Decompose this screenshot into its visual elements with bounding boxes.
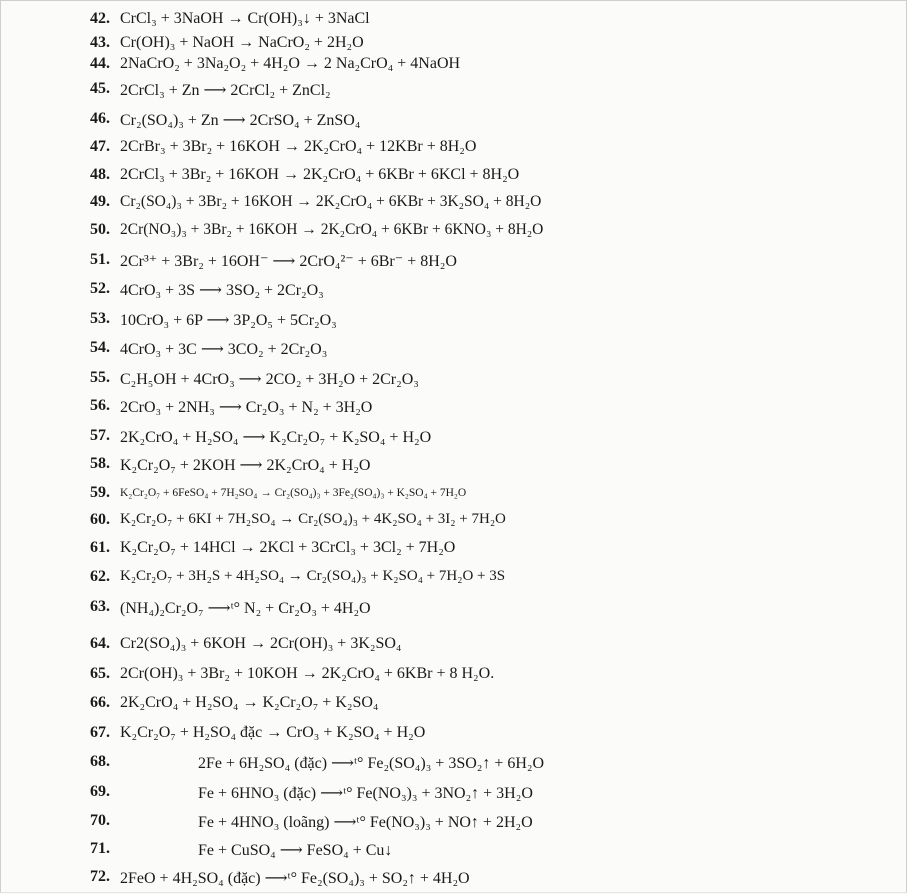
reaction-62 xyxy=(0,568,907,594)
reaction-54 xyxy=(0,339,907,365)
reaction-52 xyxy=(0,280,907,306)
reaction-number: 59. xyxy=(90,484,110,501)
reaction-number: 45. xyxy=(90,80,110,97)
reaction-equation: Fe + 6HNO₃ (đặc) ⟶ᵗ° Fe(NO₃)₃ + 3NO₂↑ + 3H₂O xyxy=(198,785,533,802)
reaction-number: 53. xyxy=(90,310,110,327)
reaction-equation: (NH₄)₂Cr₂O₇ ⟶ᵗ° N₂ + Cr₂O₃ + 4H₂O xyxy=(120,600,371,617)
reaction-equation: K₂Cr₂O₇ + 6KI + 7H₂SO₄ → Cr₂(SO₄)₃ + 4K₂SO₄ + 3I₂ + 7H₂O xyxy=(120,511,506,527)
reaction-57 xyxy=(0,427,907,453)
reaction-46 xyxy=(0,110,907,136)
reaction-number: 70. xyxy=(90,812,110,829)
reaction-number: 51. xyxy=(90,251,110,268)
reaction-equation: 2K₂CrO₄ + H₂SO₄ ⟶ K₂Cr₂O₇ + K₂SO₄ + H₂O xyxy=(120,429,432,446)
reaction-equation: CrCl₃ + 3NaOH → Cr(OH)₃↓ + 3NaCl xyxy=(120,10,370,27)
reaction-number: 43. xyxy=(90,34,110,51)
reaction-equation: K₂Cr₂O₇ + 6FeSO₄ + 7H₂SO₄ → Cr₂(SO₄)₃ + 3Fe₂(SO₄)₃ + K₂SO₄ + 7H₂O xyxy=(120,487,467,499)
reaction-number: 72. xyxy=(90,868,110,885)
reaction-45 xyxy=(0,80,907,106)
reaction-55 xyxy=(0,369,907,395)
reaction-47 xyxy=(0,138,907,164)
reaction-number: 67. xyxy=(90,724,110,741)
reaction-equation: 4CrO₃ + 3S ⟶ 3SO₂ + 2Cr₂O₃ xyxy=(120,282,324,299)
reaction-number: 48. xyxy=(90,166,110,183)
reaction-72 xyxy=(0,868,907,894)
reaction-equation: Cr(OH)₃ + NaOH → NaCrO₂ + 2H₂O xyxy=(120,34,364,51)
reaction-number: 57. xyxy=(90,427,110,444)
reaction-equation: 2Cr³⁺ + 3Br₂ + 16OH⁻ ⟶ 2CrO₄²⁻ + 6Br⁻ + 8H₂O xyxy=(120,253,457,270)
reaction-number: 66. xyxy=(90,694,110,711)
reaction-equation: C₂H₅OH + 4CrO₃ ⟶ 2CO₂ + 3H₂O + 2Cr₂O₃ xyxy=(120,371,419,388)
reaction-equation: 2Fe + 6H₂SO₄ (đặc) ⟶ᵗ° Fe₂(SO₄)₃ + 3SO₂↑ + 6H₂O xyxy=(198,755,545,772)
reaction-equation: 4CrO₃ + 3C ⟶ 3CO₂ + 2Cr₂O₃ xyxy=(120,341,328,358)
reaction-equation: K₂Cr₂O₇ + 2KOH ⟶ 2K₂CrO₄ + H₂O xyxy=(120,457,371,474)
reaction-number: 58. xyxy=(90,455,110,472)
reaction-66 xyxy=(0,694,907,720)
reaction-number: 49. xyxy=(90,193,110,210)
reaction-equation: 2NaCrO₂ + 3Na₂O₂ + 4H₂O → 2 Na₂CrO₄ + 4NaOH xyxy=(120,55,461,72)
reaction-number: 62. xyxy=(90,568,110,585)
reaction-44 xyxy=(0,55,907,81)
reaction-equation: 2Cr(OH)₃ + 3Br₂ + 10KOH → 2K₂CrO₄ + 6KBr + 8 H₂O. xyxy=(120,665,495,682)
reaction-number: 68. xyxy=(90,753,110,770)
reaction-70 xyxy=(0,812,907,838)
reaction-equation: K₂Cr₂O₇ + 14HCl → 2KCl + 3CrCl₃ + 3Cl₂ + 7H₂O xyxy=(120,539,456,556)
reaction-51 xyxy=(0,251,907,277)
reaction-number: 44. xyxy=(90,55,110,72)
reaction-number: 65. xyxy=(90,665,110,682)
reaction-59 xyxy=(0,484,907,510)
reaction-number: 47. xyxy=(90,138,110,155)
reaction-number: 46. xyxy=(90,110,110,127)
reaction-50 xyxy=(0,221,907,247)
reaction-number: 55. xyxy=(90,369,110,386)
reaction-68 xyxy=(0,753,907,779)
reaction-69 xyxy=(0,783,907,809)
reaction-equation: Fe + 4HNO₃ (loãng) ⟶ᵗ° Fe(NO₃)₃ + NO↑ + 2H₂O xyxy=(198,814,533,831)
reaction-number: 71. xyxy=(90,840,110,857)
reaction-number: 50. xyxy=(90,221,110,238)
reaction-71 xyxy=(0,840,907,866)
reaction-49 xyxy=(0,193,907,219)
reaction-equation: 2FeO + 4H₂SO₄ (đặc) ⟶ᵗ° Fe₂(SO₄)₃ + SO₂↑ + 4H₂O xyxy=(120,870,470,887)
reaction-equation: Cr2(SO₄)₃ + 6KOH → 2Cr(OH)₃ + 3K₂SO₄ xyxy=(120,635,402,652)
reaction-number: 69. xyxy=(90,783,110,800)
reaction-equation: 2Cr(NO₃)₃ + 3Br₂ + 16KOH → 2K₂CrO₄ + 6KBr + 6KNO₃ + 8H₂O xyxy=(120,221,544,238)
reaction-56 xyxy=(0,397,907,423)
reaction-equation: 2CrBr₃ + 3Br₂ + 16KOH → 2K₂CrO₄ + 12KBr + 8H₂O xyxy=(120,138,477,155)
reaction-equation: 10CrO₃ + 6P ⟶ 3P₂O₅ + 5Cr₂O₃ xyxy=(120,312,337,329)
reaction-64 xyxy=(0,635,907,661)
reaction-58 xyxy=(0,455,907,481)
reaction-number: 63. xyxy=(90,598,110,615)
reaction-number: 52. xyxy=(90,280,110,297)
reaction-48 xyxy=(0,166,907,192)
reaction-equation: Cr₂(SO₄)₃ + Zn ⟶ 2CrSO₄ + ZnSO₄ xyxy=(120,112,361,129)
reaction-67 xyxy=(0,724,907,750)
reaction-equation: K₂Cr₂O₇ + 3H₂S + 4H₂SO₄ → Cr₂(SO₄)₃ + K₂SO₄ + 7H₂O + 3S xyxy=(120,568,506,584)
reaction-equation: Cr₂(SO₄)₃ + 3Br₂ + 16KOH → 2K₂CrO₄ + 6KBr + 3K₂SO₄ + 8H₂O xyxy=(120,193,542,210)
reaction-equation: 2CrO₃ + 2NH₃ ⟶ Cr₂O₃ + N₂ + 3H₂O xyxy=(120,399,373,416)
reaction-equation: 2CrCl₃ + 3Br₂ + 16KOH → 2K₂CrO₄ + 6KBr + 6KCl + 8H₂O xyxy=(120,166,520,183)
reaction-number: 61. xyxy=(90,539,110,556)
reaction-equation: K₂Cr₂O₇ + H₂SO₄ đặc → CrO₃ + K₂SO₄ + H₂O xyxy=(120,724,426,741)
reaction-63 xyxy=(0,598,907,624)
reaction-60 xyxy=(0,511,907,537)
reaction-number: 64. xyxy=(90,635,110,652)
reaction-equation: 2CrCl₃ + Zn ⟶ 2CrCl₂ + ZnCl₂ xyxy=(120,82,331,99)
reaction-65 xyxy=(0,665,907,691)
reaction-number: 54. xyxy=(90,339,110,356)
reaction-53 xyxy=(0,310,907,336)
reaction-number: 42. xyxy=(90,10,110,27)
reaction-42 xyxy=(0,10,907,36)
reaction-equation: Fe + CuSO₄ ⟶ FeSO₄ + Cu↓ xyxy=(198,842,393,859)
reaction-equation: 2K₂CrO₄ + H₂SO₄ → K₂Cr₂O₇ + K₂SO₄ xyxy=(120,694,379,711)
reaction-61 xyxy=(0,539,907,565)
reaction-number: 56. xyxy=(90,397,110,414)
reaction-number: 60. xyxy=(90,511,110,528)
